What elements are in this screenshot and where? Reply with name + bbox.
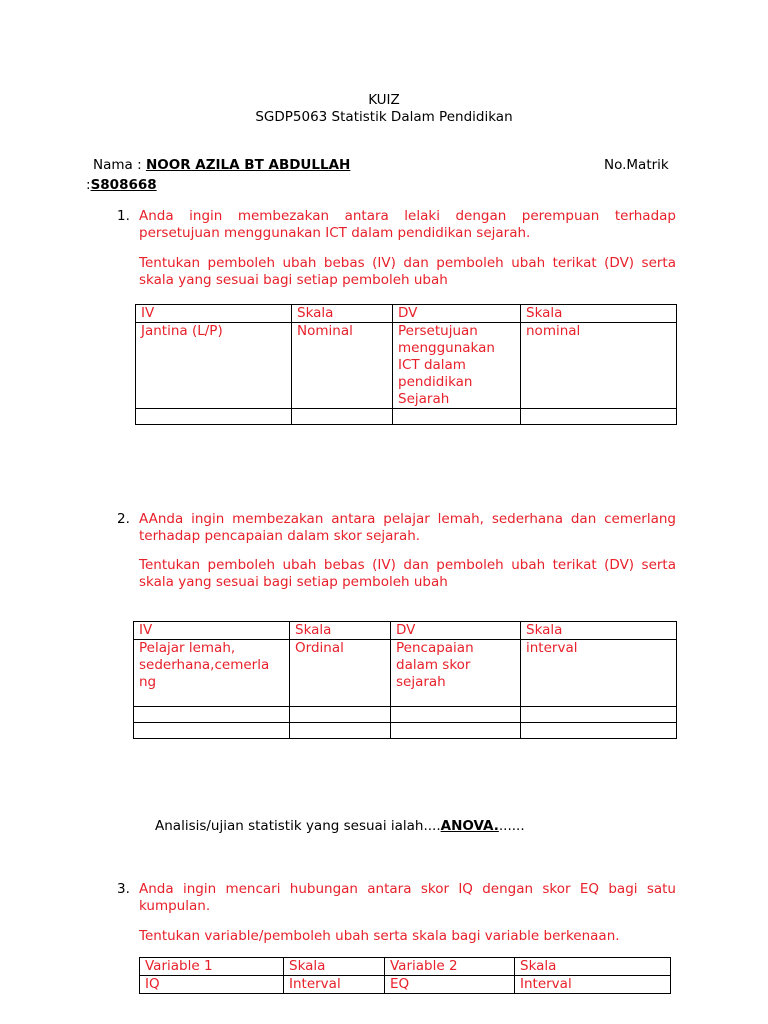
table-header-cell: Skala [521,305,677,323]
table-cell [134,707,290,723]
table-cell [521,723,677,739]
table-row [136,323,677,409]
table-cell [134,723,290,739]
table-cell [393,409,521,425]
question-2-number: 2. [117,511,130,527]
table-header-cell: Skala [515,958,671,976]
table-cell [521,409,677,425]
table-cell: interval [521,640,677,707]
table-cell: IQ [140,976,284,994]
table-header-cell: Skala [521,622,677,640]
table-header-cell: Variable 2 [385,958,515,976]
table-header-row [134,622,677,640]
table-header-row [136,305,677,323]
table-cell [136,409,292,425]
analysis-line [155,818,525,834]
name-line [93,157,350,173]
table-cell [290,723,391,739]
table-header-cell: DV [391,622,521,640]
document-title: KUIZ [368,92,400,108]
name-label: Nama : [93,157,142,173]
question-3-text: Anda ingin mencari hubungan antara skor IQ dengan skor EQ bagi satu kumpulan. [139,881,676,914]
question-3-table [139,957,671,994]
table-row-empty [134,723,677,739]
table-cell [290,707,391,723]
matrik-label: No.Matrik [604,157,669,173]
matrik-number: S808668 [90,177,157,193]
table-cell: Pelajar lemah, sederhana,cemerla ng [134,640,290,707]
table-cell: EQ [385,976,515,994]
table-row-empty [136,409,677,425]
question-1-text: Anda ingin membezakan antara lelaki dengan perempuan terhadap persetujuan menggunakan ICT dalam pendidikan sejarah. [139,208,676,241]
question-3-number: 3. [117,881,130,897]
table-row [140,976,671,994]
table-cell [521,707,677,723]
analysis-prefix: Analisis/ujian statistik yang sesuai ialah.... [155,818,441,834]
table-header-cell: IV [134,622,290,640]
table-header-cell: Skala [292,305,393,323]
table-cell: Interval [515,976,671,994]
table-header-cell: IV [136,305,292,323]
analysis-suffix: ...... [498,818,525,834]
table-header-row [140,958,671,976]
table-header-cell: Skala [290,622,391,640]
table-cell: nominal [521,323,677,409]
question-2-text: AAnda ingin membezakan antara pelajar lemah, sederhana dan cemerlang terhadap pencapaian dalam skor sejarah. [139,511,676,544]
question-1-instruction: Tentukan pemboleh ubah bebas (IV) dan pemboleh ubah terikat (DV) serta skala yang sesuai bagi setiap pemboleh ubah [139,255,676,288]
question-1-number: 1. [117,208,130,224]
table-cell: Nominal [292,323,393,409]
table-header-cell: DV [393,305,521,323]
table-row-empty [134,707,677,723]
question-3-instruction: Tentukan variable/pemboleh ubah serta skala bagi variable berkenaan. [139,928,620,944]
course-title: SGDP5063 Statistik Dalam Pendidikan [255,109,513,125]
analysis-answer: ANOVA. [440,818,499,834]
table-cell [391,723,521,739]
table-cell: Ordinal [290,640,391,707]
table-cell [292,409,393,425]
table-header-cell: Variable 1 [140,958,284,976]
table-cell [391,707,521,723]
table-cell: Interval [284,976,385,994]
table-cell: Pencapaian dalam skor sejarah [391,640,521,707]
question-1-table [135,304,677,425]
table-header-cell: Skala [284,958,385,976]
table-row [134,640,677,707]
matrik-line [86,177,157,193]
student-name: NOOR AZILA BT ABDULLAH [145,157,351,173]
question-2-instruction: Tentukan pemboleh ubah bebas (IV) dan pemboleh ubah terikat (DV) serta skala yang sesuai bagi setiap pemboleh ubah [139,557,676,590]
table-cell: Jantina (L/P) [136,323,292,409]
matrik-prefix: : [86,177,91,193]
table-cell: Persetujuan menggunakan ICT dalam pendidikan Sejarah [393,323,521,409]
question-2-table [133,621,677,739]
